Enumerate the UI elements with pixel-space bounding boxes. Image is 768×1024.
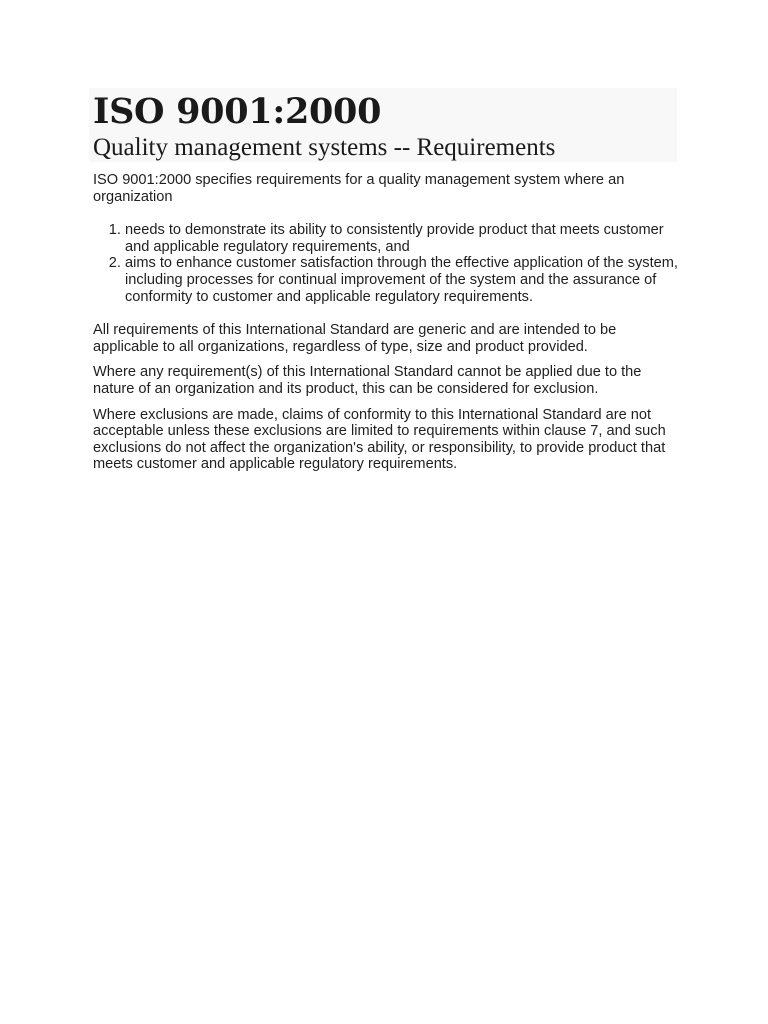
body-paragraph: Where any requirement(s) of this International Standard cannot be applied due to the nature of an organization and its product, this can be considered for exclusion. (93, 364, 642, 397)
requirements-list (93, 222, 683, 305)
list-item: 2. aims to enhance customer satisfaction through the effective application of the system, including processes for continual improvement of the system and the assurance of conformity to customer and applicable regulatory requirements. (125, 255, 683, 305)
document-header (89, 88, 677, 162)
list-item: 1. needs to demonstrate its ability to consistently provide product that meets customer and applicable regulatory requirements, and (125, 222, 683, 255)
body-paragraph: Where exclusions are made, claims of conformity to this International Standard are not acceptable unless these exclusions are limited to requirements within clause 7, and such exclusions do not affect the organization's ability, or responsibility, to provide product that meets customer and applicable regulatory requirements. (93, 406, 666, 473)
page-title: ISO 9001:2000 (93, 91, 382, 132)
body-paragraph: All requirements of this International Standard are generic and are intended to be applicable to all organizations, regardless of type, size and product provided. (93, 322, 617, 355)
intro-paragraph: ISO 9001:2000 specifies requirements for a quality management system where an organization (93, 172, 625, 205)
document-body (93, 172, 683, 473)
page-subtitle: Quality management systems -- Requirements (93, 134, 556, 161)
